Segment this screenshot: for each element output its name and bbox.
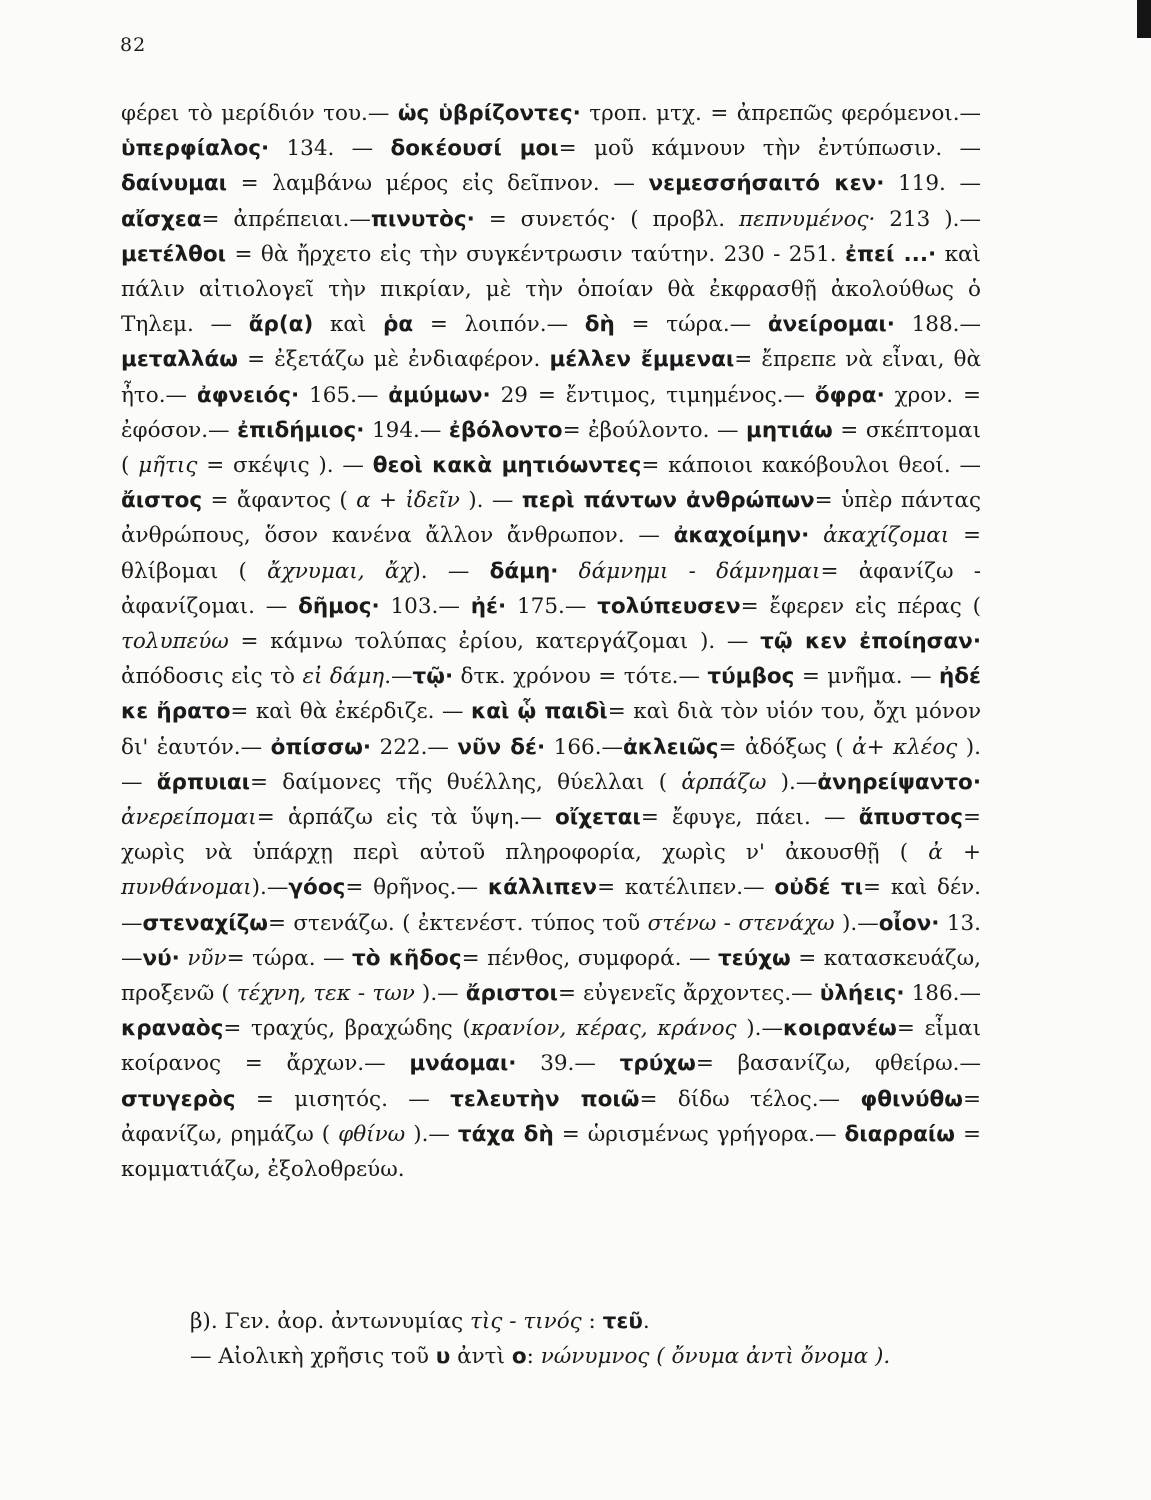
glossary-term: αἴσχεα xyxy=(121,206,202,232)
glossary-term: νύ· xyxy=(142,945,180,971)
glossary-etymology: τέχνη, τεκ - των xyxy=(236,981,415,1007)
glossary-term: ἀκλειῶς xyxy=(623,734,719,760)
glossary-text: 222.— xyxy=(371,734,458,760)
glossary-text: = κάμνω τολύπας ἐρίου, κατεργάζομαι ). — xyxy=(228,629,761,655)
glossary-etymology: ἀνερείπομαι xyxy=(121,805,257,831)
glossary-term: θεοὶ κακὰ μητιόωντες xyxy=(372,453,642,479)
glossary-term: ἐπεί ...· xyxy=(845,241,937,267)
glossary-text: = τώρα. — xyxy=(226,945,353,971)
glossary-etymology: ἀ + πυνθάνομαι xyxy=(121,840,982,901)
glossary-term: ὑλήεις· xyxy=(819,981,905,1007)
glossary-text: = ἁρπάζω εἰς τὰ ὕψη.— xyxy=(256,805,555,831)
glossary-text: 103.— xyxy=(379,593,471,619)
glossary-etymology: εἰ δάμη xyxy=(302,664,385,690)
note-text: β). Γεν. ἀορ. ἀντωνυμίας xyxy=(190,1309,471,1334)
glossary-term: κοιρανέω xyxy=(782,1016,897,1042)
glossary-text: = καὶ θὰ ἐκέρδιζε. — xyxy=(230,699,471,725)
glossary-term: τεύχω xyxy=(717,945,791,971)
glossary-term: οὐδέ τι xyxy=(774,875,863,901)
glossary-term: ὡς ὑβρίζοντες· xyxy=(397,101,581,126)
glossary-text: = πένθος, συμφορά. — xyxy=(461,945,718,971)
glossary-text: ).— xyxy=(405,1121,458,1147)
glossary-term: τρύχω xyxy=(619,1051,696,1077)
glossary-text: = μισητός. — xyxy=(235,1086,451,1112)
glossary-term: ὑπερφίαλος· xyxy=(121,136,270,162)
glossary-term: νεμεσσήσαιτό κεν· xyxy=(648,171,885,197)
glossary-text: 39.— xyxy=(516,1051,620,1077)
glossary-text: 186.— xyxy=(904,981,981,1007)
glossary-text: = ἐξετάζω μὲ ἐνδιαφέρον. xyxy=(237,347,550,373)
glossary-etymology: τολυπεύω xyxy=(121,629,229,655)
glossary-etymology: πεπνυμένος· xyxy=(739,206,876,232)
glossary-term: διαρραίω xyxy=(844,1121,955,1147)
glossary-text: καὶ xyxy=(313,312,384,338)
glossary-text: = ἀδόξως ( xyxy=(718,734,853,760)
glossary-term: δὴ xyxy=(584,312,615,338)
glossary-term: ῥα xyxy=(383,312,414,338)
glossary-text: ἀπόδοσις εἰς τὸ xyxy=(121,664,303,690)
glossary-text: = ἐβούλοντο. — xyxy=(562,417,747,443)
glossary-text: χρον. = ἐφόσον.— xyxy=(121,382,982,443)
note-text: ἀντὶ xyxy=(450,1344,512,1370)
glossary-text: ).— xyxy=(121,734,981,795)
glossary-text: = εἶμαι κοίρανος = ἄρχων.— xyxy=(121,1016,981,1077)
glossary-text: .— xyxy=(384,664,413,690)
glossary-term: ὀπίσσω· xyxy=(270,734,372,760)
note-line-genitive xyxy=(190,1304,990,1339)
glossary-term: τύμβος xyxy=(707,664,795,690)
glossary-term: κάλλιπεν xyxy=(487,875,598,901)
glossary-term: οἴχεται xyxy=(554,805,641,831)
glossary-term: ἠέ· xyxy=(470,593,507,619)
glossary-text: = ἀφανίζω, ρημάζω ( xyxy=(121,1086,982,1147)
glossary-text: = καὶ δέν. — xyxy=(121,875,981,936)
glossary-text: ).— xyxy=(251,875,289,901)
glossary-text: = ὑπὲρ πάντας ἀνθρώπους, ὅσον κανένα ἄλλον ἄνθρωπον. — xyxy=(121,488,982,549)
glossary-term: πινυτὸς· xyxy=(370,206,475,232)
glossary-text: ). — xyxy=(412,558,490,584)
glossary-text: = μοῦ κάμνουν τὴν ἐντύπωσιν. — xyxy=(558,136,982,162)
glossary-text: = εὐγενεῖς ἄρχοντες.— xyxy=(557,981,820,1007)
glossary-text: = δαίμονες τῆς θυέλλης, θύελλαι ( xyxy=(250,769,682,795)
glossary-term: μέλλεν ἔμμεναι xyxy=(549,347,735,373)
glossary-text: = τραχύς, βραχώδης ( xyxy=(223,1016,471,1042)
glossary-term: ἀνηρείψαντο· xyxy=(817,769,981,795)
glossary-etymology: α + ἰδεῖν xyxy=(356,488,460,514)
glossary-text: 13.— xyxy=(121,910,982,971)
grammar-note xyxy=(190,1304,990,1374)
glossary-etymology: ἁρπάζω xyxy=(681,769,767,795)
glossary-text: = ἔφυγε, πάει. — xyxy=(640,805,859,831)
note-text: : xyxy=(581,1309,603,1334)
glossary-term: οἶον· xyxy=(878,910,940,936)
glossary-term: τῷ· xyxy=(412,664,454,690)
glossary-term: τολύπευσεν xyxy=(597,593,741,619)
glossary-text: = ἔφερεν εἰς πέρας ( xyxy=(740,593,981,619)
glossary-term: ἄπυστος xyxy=(858,805,963,831)
glossary-term: δάμη· xyxy=(489,558,559,584)
glossary-term: δαίνυμαι xyxy=(121,171,228,197)
glossary-term: ἄρ(α) xyxy=(248,312,314,338)
glossary-term: μητιάω xyxy=(746,417,833,443)
glossary-term: φθινύθω xyxy=(860,1086,963,1112)
glossary-term: στεναχίζω xyxy=(142,910,268,936)
glossary-term: μετέλθοι xyxy=(121,241,227,267)
glossary-text: 175.— xyxy=(506,593,598,619)
glossary-etymology: κρανίον, κέρας, κράνος xyxy=(470,1016,737,1042)
glossary-term: δῆμος· xyxy=(298,593,380,619)
glossary-text: = θὰ ἤρχετο εἰς τὴν συγκέντρωσιν ταύτην. 230 - 251. xyxy=(226,241,846,267)
page-number: 82 xyxy=(120,34,147,56)
glossary-text: 194.— xyxy=(364,417,449,443)
glossary-term: τελευτὴν ποιῶ xyxy=(450,1086,640,1112)
note-letter: υ xyxy=(435,1344,451,1370)
glossary-text: = κατασκευάζω, προξενῶ ( xyxy=(121,945,981,1007)
glossary-text xyxy=(809,523,823,548)
glossary-term: στυγερὸς xyxy=(121,1086,236,1112)
glossary-term: ἐπιδήμιος· xyxy=(237,417,365,443)
glossary-text: ).— xyxy=(414,981,466,1007)
glossary-term: ἀνείρομαι· xyxy=(767,312,895,338)
glossary-term: τῷ κεν ἐποίησαν· xyxy=(760,629,981,655)
glossary-paragraph xyxy=(121,96,981,1187)
note-pronoun-forms: τὶς - τινός xyxy=(470,1309,582,1334)
glossary-text: = θλίβομαι ( xyxy=(121,523,981,584)
glossary-term: ἀμύμων· xyxy=(388,382,491,408)
glossary-term: νῦν δέ· xyxy=(457,734,546,760)
note-text: — Αἰολικὴ χρῆσις τοῦ xyxy=(190,1344,436,1370)
glossary-text: = βασανίζω, φθείρω.— xyxy=(695,1051,981,1077)
note-text: . xyxy=(642,1309,650,1334)
glossary-text: = ἀπρέπειαι.— xyxy=(201,206,371,232)
glossary-text: = λαμβάνω μέρος εἰς δεῖπνον. — xyxy=(227,171,649,197)
glossary-etymology: ἀκαχίζομαι xyxy=(823,523,950,549)
glossary-text: = ἄφαντος ( xyxy=(202,488,357,514)
glossary-text: 119. — xyxy=(884,171,981,197)
scan-corner-mark xyxy=(1137,0,1151,38)
glossary-text: ).— xyxy=(834,910,879,936)
glossary-term: μεταλλάω xyxy=(121,347,238,373)
glossary-term: περὶ πάντων ἀνθρώπων xyxy=(521,488,815,514)
glossary-etymology: στένω - στενάχω xyxy=(647,910,835,936)
glossary-etymology: δάμνημι - δάμνημαι xyxy=(578,558,821,584)
note-text: : xyxy=(526,1344,541,1370)
glossary-text: = σκέπτομαι ( xyxy=(121,417,981,479)
glossary-term: ἄιστος xyxy=(121,488,203,514)
glossary-term: τὸ κῆδος xyxy=(352,945,462,971)
glossary-term: καὶ ᾧ παιδὶ xyxy=(470,699,608,725)
glossary-text: 213 ).— xyxy=(875,206,981,232)
glossary-text: φέρει τὸ μερίδιόν του.— xyxy=(121,101,398,126)
glossary-text: 166.— xyxy=(545,734,624,760)
glossary-term: ἄριστοι xyxy=(465,981,558,1007)
glossary-text: = δίδω τέλος.— xyxy=(639,1086,861,1112)
glossary-text: = σκέψις ). — xyxy=(197,453,373,479)
glossary-term: τάχα δὴ xyxy=(457,1121,554,1147)
glossary-text: = κατέλιπεν.— xyxy=(597,875,775,901)
glossary-text: δτκ. χρόνου = τότε.— xyxy=(453,664,708,690)
glossary-term: ὄφρα· xyxy=(814,382,885,408)
glossary-text: ). — xyxy=(459,488,522,514)
glossary-term: ἀφνειός· xyxy=(196,382,300,408)
glossary-etymology: μῆτις xyxy=(138,453,198,479)
glossary-term: ἀκαχοίμην· xyxy=(673,523,810,549)
note-line-aeolic xyxy=(190,1339,990,1374)
glossary-term: ἐβόλοντο xyxy=(448,417,563,443)
glossary-text: = συνετός· ( προβλ. xyxy=(474,206,740,232)
glossary-text: = μνῆμα. — xyxy=(794,664,939,690)
glossary-term: δοκέουσί μοι xyxy=(390,136,559,162)
glossary-text: = τώρα.— xyxy=(614,312,768,338)
glossary-term: μνάομαι· xyxy=(409,1051,517,1077)
glossary-text: 188.— xyxy=(894,312,981,338)
glossary-text: ).— xyxy=(766,769,818,795)
glossary-text: 165.— xyxy=(299,382,389,408)
glossary-text: τροπ. μτχ. = ἀπρεπῶς φερόμενοι.— xyxy=(580,101,982,126)
glossary-text: = κομματιάζω, ἐξολοθρεύω. xyxy=(121,1121,981,1183)
glossary-term: ἠδέ κε ἤρατο xyxy=(121,664,981,725)
note-term: τεῦ xyxy=(602,1309,643,1334)
glossary-text: = καὶ διὰ τὸν υἱόν του, ὄχι μόνον δι' ἑαυτόν.— xyxy=(121,699,982,760)
glossary-text: = ἔπρεπε νὰ εἶναι, θὰ ἦτο.— xyxy=(121,347,982,408)
glossary-text: καὶ πάλιν αἰτιολογεῖ τὴν πικρίαν, μὲ τὴν ὁποίαν θὰ ἐκφρασθῇ ἀκολούθως ὁ Τηλεμ. — xyxy=(121,241,981,338)
glossary-etymology: ἄχνυμαι, ἄχ xyxy=(267,558,413,584)
glossary-text: = λοιπόν.— xyxy=(413,312,585,338)
glossary-etymology: νῦν xyxy=(187,945,227,971)
glossary-text: = θρῆνος.— xyxy=(345,875,488,901)
glossary-text: = χωρὶς νὰ ὑπάρχῃ περὶ αὐτοῦ πληροφορία, χωρὶς ν' ἀκουσθῇ ( xyxy=(121,805,981,866)
glossary-etymology: ἀ+ κλέος xyxy=(852,734,958,760)
glossary-text: = κάποιοι κακόβουλοι θεοί. — xyxy=(641,453,981,479)
glossary-text: 29 = ἔντιμος, τιμημένος.— xyxy=(490,382,815,408)
note-example: νώνυμνος ( ὄνυμα ἀντὶ ὄνομα ). xyxy=(540,1344,891,1370)
glossary-text: = ὡρισμένως γρήγορα.— xyxy=(553,1121,845,1147)
glossary-text: 134. — xyxy=(269,136,391,162)
glossary-text: ).— xyxy=(736,1016,783,1042)
glossary-text: = στενάζω. ( ἐκτενέστ. τύπος τοῦ xyxy=(267,910,648,936)
glossary-etymology: φθίνω xyxy=(338,1121,406,1147)
note-letter: ο xyxy=(511,1344,527,1370)
glossary-term: κραναὸς xyxy=(121,1016,224,1042)
glossary-term: ἅρπυιαι xyxy=(156,769,250,795)
glossary-term: γόος xyxy=(288,875,346,901)
glossary-text: = ἀφανίζω - ἀφανίζομαι. — xyxy=(121,558,981,619)
glossary-text xyxy=(558,559,578,584)
